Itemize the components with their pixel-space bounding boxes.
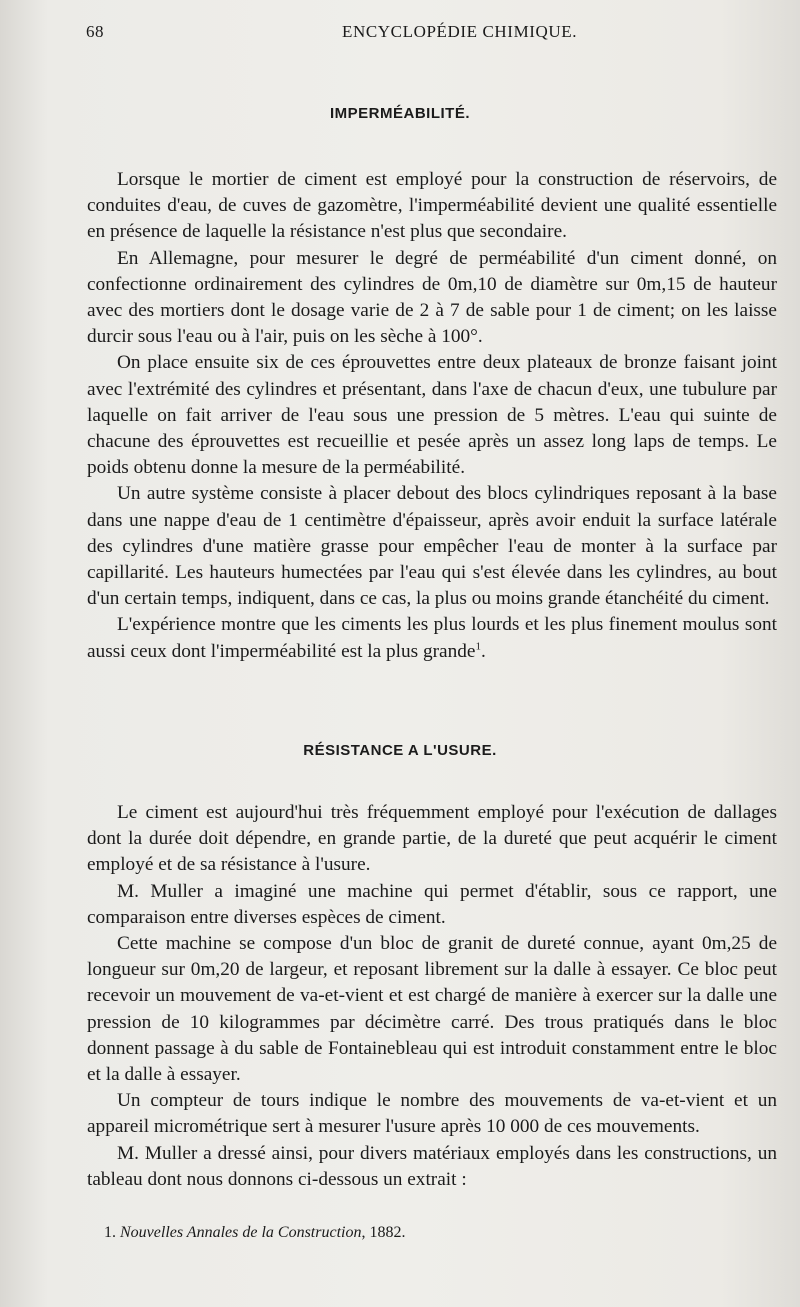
paragraph-text: L'expérience montre que les ciments les plus lourds et les plus finement moulus sont aussi ceux dont l'imperméabilité est la plus grande [87,614,777,662]
paragraph: Cette machine se compose d'un bloc de granit de dureté connue, ayant 0m,25 de longueur sur 0m,20 de largeur, et reposant librement sur la dalle à essayer. Ce bloc peut recevoir un mouvement de va-et-vient et est chargé de manière à exercer sur la dalle une pression de 10 kilogrammes par décimètre carré. Des trous pratiqués dans le bloc donnent passage à du sable de Fontainebleau qui est introduit constamment entre le bloc et la dalle à essayer. [87,933,777,1086]
footnote-year: , 1882. [361,1224,406,1241]
running-title: ENCYCLOPÉDIE CHIMIQUE. [342,22,578,41]
paragraph: En Allemagne, pour mesurer le degré de perméabilité d'un ciment donné, on confectionne ordinairement des cylindres de 0m,10 de diamètre sur 0m,15 de hauteur avec des mortiers dont le dosage varie de 2 à 7 de sable pour 1 de ciment; on les laisse durcir sous l'eau ou à l'air, puis on les sèche à 100°. [87,247,777,348]
paragraph: Lorsque le mortier de ciment est employé pour la construction de réservoirs, de conduites d'eau, de cuves de gazomètre, l'imperméabilité devient une qualité essentielle en présence de laquelle la résistance n'est plus que secondaire. [87,169,777,243]
footnote-marker: 1 [475,640,481,653]
heading-resistance-usure: RÉSISTANCE A L'USURE. [303,742,497,759]
paragraph: M. Muller a imaginé une machine qui permet d'établir, sous ce rapport, une comparaison entre diverses espèces de ciment. [87,880,777,928]
page-number: 68 [86,22,104,41]
footnote [104,1224,764,1242]
paragraph-with-footnote: L'expérience montre que les ciments les plus lourds et les plus finement moulus sont aussi ceux dont l'imperméabilité est la plus grande$^1$. [87,614,777,662]
footnote-title: Nouvelles Annales de la Construction [120,1224,362,1241]
section-resistance-usure [87,800,777,1193]
paragraph: On place ensuite six de ces éprouvettes entre deux plateaux de bronze faisant joint avec l'extrémité des cylindres et présentant, dans l'axe de chacun d'eux, une tubulure par laquelle on fait arriver de l'eau sous une pression de 5 mètres. L'eau qui suinte de chacune des éprouvettes est recueillie et pesée après un assez long laps de temps. Le poids obtenu donne la mesure de la perméabilité. [87,352,777,479]
paragraph: Le ciment est aujourd'hui très fréquemment employé pour l'exécution de dallages dont la durée doit dépendre, en grande partie, de la dureté que peut acquérir le ciment employé et de sa résistance à l'usure. [87,802,777,876]
heading-impermeabilite: IMPERMÉABILITÉ. [329,105,470,122]
paragraph: M. Muller a dressé ainsi, pour divers matériaux employés dans les constructions, un tableau dont nous donnons ci-dessous un extrait : [87,1142,777,1190]
footnote-number: 1. [104,1224,116,1241]
paragraph: Un autre système consiste à placer debout des blocs cylindriques reposant à la base dans une nappe d'eau de 1 centimètre d'épaisseur, après avoir enduit la surface latérale des cylindres d'une matière grasse pour empêcher l'eau de monter à la surface par capillarité. Les hauteurs humectées par l'eau qui s'est élevée dans les cylindres, au bout d'un certain temps, indiquent, dans ce cas, la plus ou moins grande étanchéité du ciment. [87,483,777,610]
section-impermeabilite [87,167,777,665]
running-head [86,22,778,44]
paragraph: Un compteur de tours indique le nombre des mouvements de va-et-vient et un appareil micrométrique sert à mesurer l'usure après 10 000 de ces mouvements. [87,1090,777,1138]
